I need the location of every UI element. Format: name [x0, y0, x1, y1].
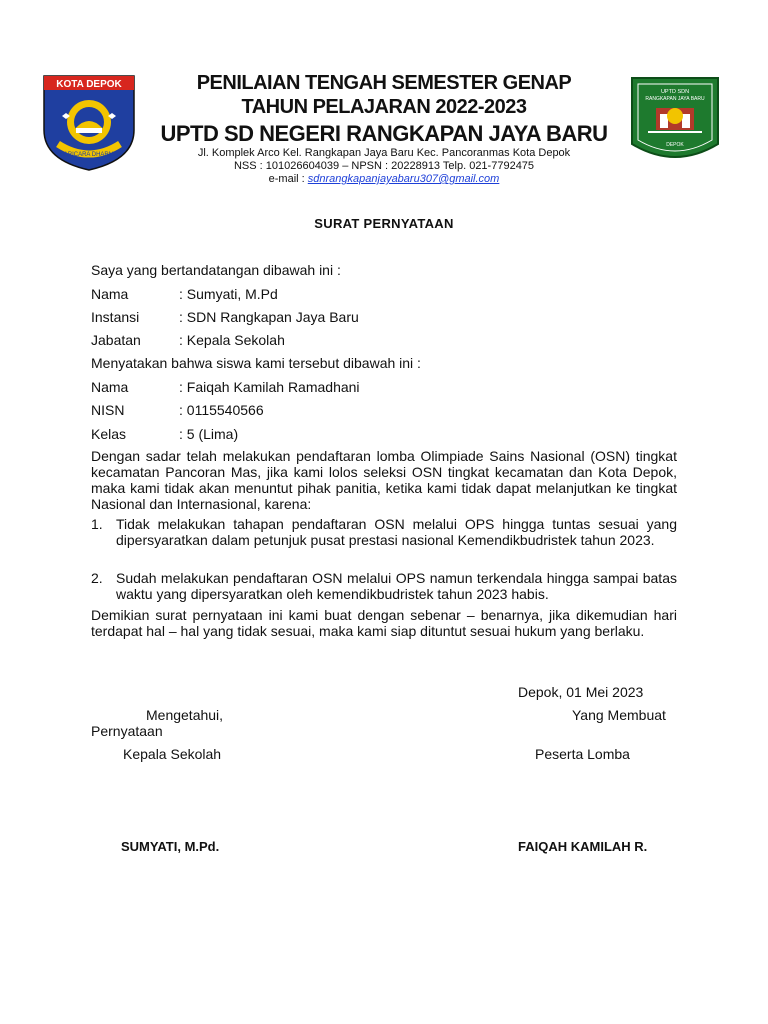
reason-number: 1. — [91, 516, 103, 532]
signer-name-value: : Sumyati, M.Pd — [179, 286, 278, 302]
student-name-value: : Faiqah Kamilah Ramadhani — [179, 379, 360, 395]
acknowledged-wrap: Pernyataan — [91, 723, 163, 739]
signer-name-label: Nama — [91, 286, 129, 302]
header-school-name: UPTD SD NEGERI RANGKAPAN JAYA BARU — [160, 121, 608, 146]
student-name-label: Nama — [91, 379, 129, 395]
participant-role: Peserta Lomba — [535, 746, 630, 762]
student-nisn-value: : 0115540566 — [179, 402, 264, 418]
principal-role: Kepala Sekolah — [123, 746, 222, 762]
reason-text: Sudah melakukan pendaftaran OSN melalui OPS namun terkendala hingga sampai batas waktu yang dipersyaratkan oleh kemendikbudristek tahun 2023 habis. — [116, 570, 677, 602]
logo-right-bottom: DEPOK — [666, 142, 684, 148]
maker-label: Yang Membuat — [572, 707, 666, 723]
student-nisn-label: NISN — [91, 402, 125, 418]
signer-position-label: Jabatan — [91, 332, 141, 348]
header-academic-year: TAHUN PELAJARAN 2022-2023 — [241, 96, 527, 118]
principal-name: SUMYATI, M.Pd. — [121, 839, 220, 854]
email-link[interactable]: sdnrangkapanjayabaru307@gmail.com — [307, 173, 500, 185]
reason-number: 2. — [91, 570, 103, 586]
place-date: Depok, 01 Mei 2023 — [518, 684, 644, 700]
header-address: Jl. Komplek Arco Kel. Rangkapan Jaya Baru Kec. Pancoranmas Kota Depok — [197, 147, 571, 159]
body-paragraph: Dengan sadar telah melakukan pendaftaran lomba Olimpiade Sains Nasional (OSN) tingkat kecamatan Pancoran Mas, jika kami lolos seleksi OSN tingkat kecamatan dan Kota Depok, maka kami tidak akan menuntut pihak panitia, ketika kami tidak dapat melanjutkan ke tingkat Nasional dan Internasional, karena: — [91, 448, 677, 512]
signer-position-value: : Kepala Sekolah — [179, 332, 285, 348]
kota-depok-logo — [40, 72, 138, 172]
header-event-title: PENILAIAN TENGAH SEMESTER GENAP — [196, 72, 572, 94]
header-email-line — [140, 173, 628, 186]
header-ids: NSS : 101026604039 – NPSN : 20228913 Telp. 021-7792475 — [233, 160, 535, 172]
intro-text: Saya yang bertandatangan dibawah ini : — [91, 262, 341, 278]
logo-left-title: KOTA DEPOK — [56, 79, 122, 90]
acknowledged-label: Mengetahui, — [146, 707, 224, 723]
school-logo — [628, 74, 722, 166]
logo-left-motto: PARICARA DHARMA — [60, 152, 118, 158]
signer-institution-value: : SDN Rangkapan Jaya Baru — [179, 309, 359, 325]
student-class-value: : 5 (Lima) — [179, 426, 239, 442]
logo-right-mid: RANGKAPAN JAYA BARU — [645, 96, 705, 102]
student-class-label: Kelas — [91, 426, 127, 442]
participant-name: FAIQAH KAMILAH R. — [518, 839, 648, 854]
closing-paragraph: Demikian surat pernyataan ini kami buat dengan sebenar – benarnya, jika dikemudian hari terdapat hal – hal yang tidak sesuai, maka kami siap dituntut sesuai hukum yang berlaku. — [91, 607, 677, 639]
signer-institution-label: Instansi — [91, 309, 140, 325]
logo-right-top: UPTD SDN — [660, 89, 690, 95]
statement-intro: Menyatakan bahwa siswa kami tersebut dibawah ini : — [91, 355, 421, 371]
document-title: SURAT PERNYATAAN — [314, 216, 454, 231]
reason-text: Tidak melakukan tahapan pendaftaran OSN melalui OPS hingga tuntas sesuai yang dipersyaratkan dalam petunjuk pusat prestasi nasional Kemendikbudristek tahun 2023. — [116, 516, 677, 548]
email-label: e-mail : — [268, 173, 305, 185]
